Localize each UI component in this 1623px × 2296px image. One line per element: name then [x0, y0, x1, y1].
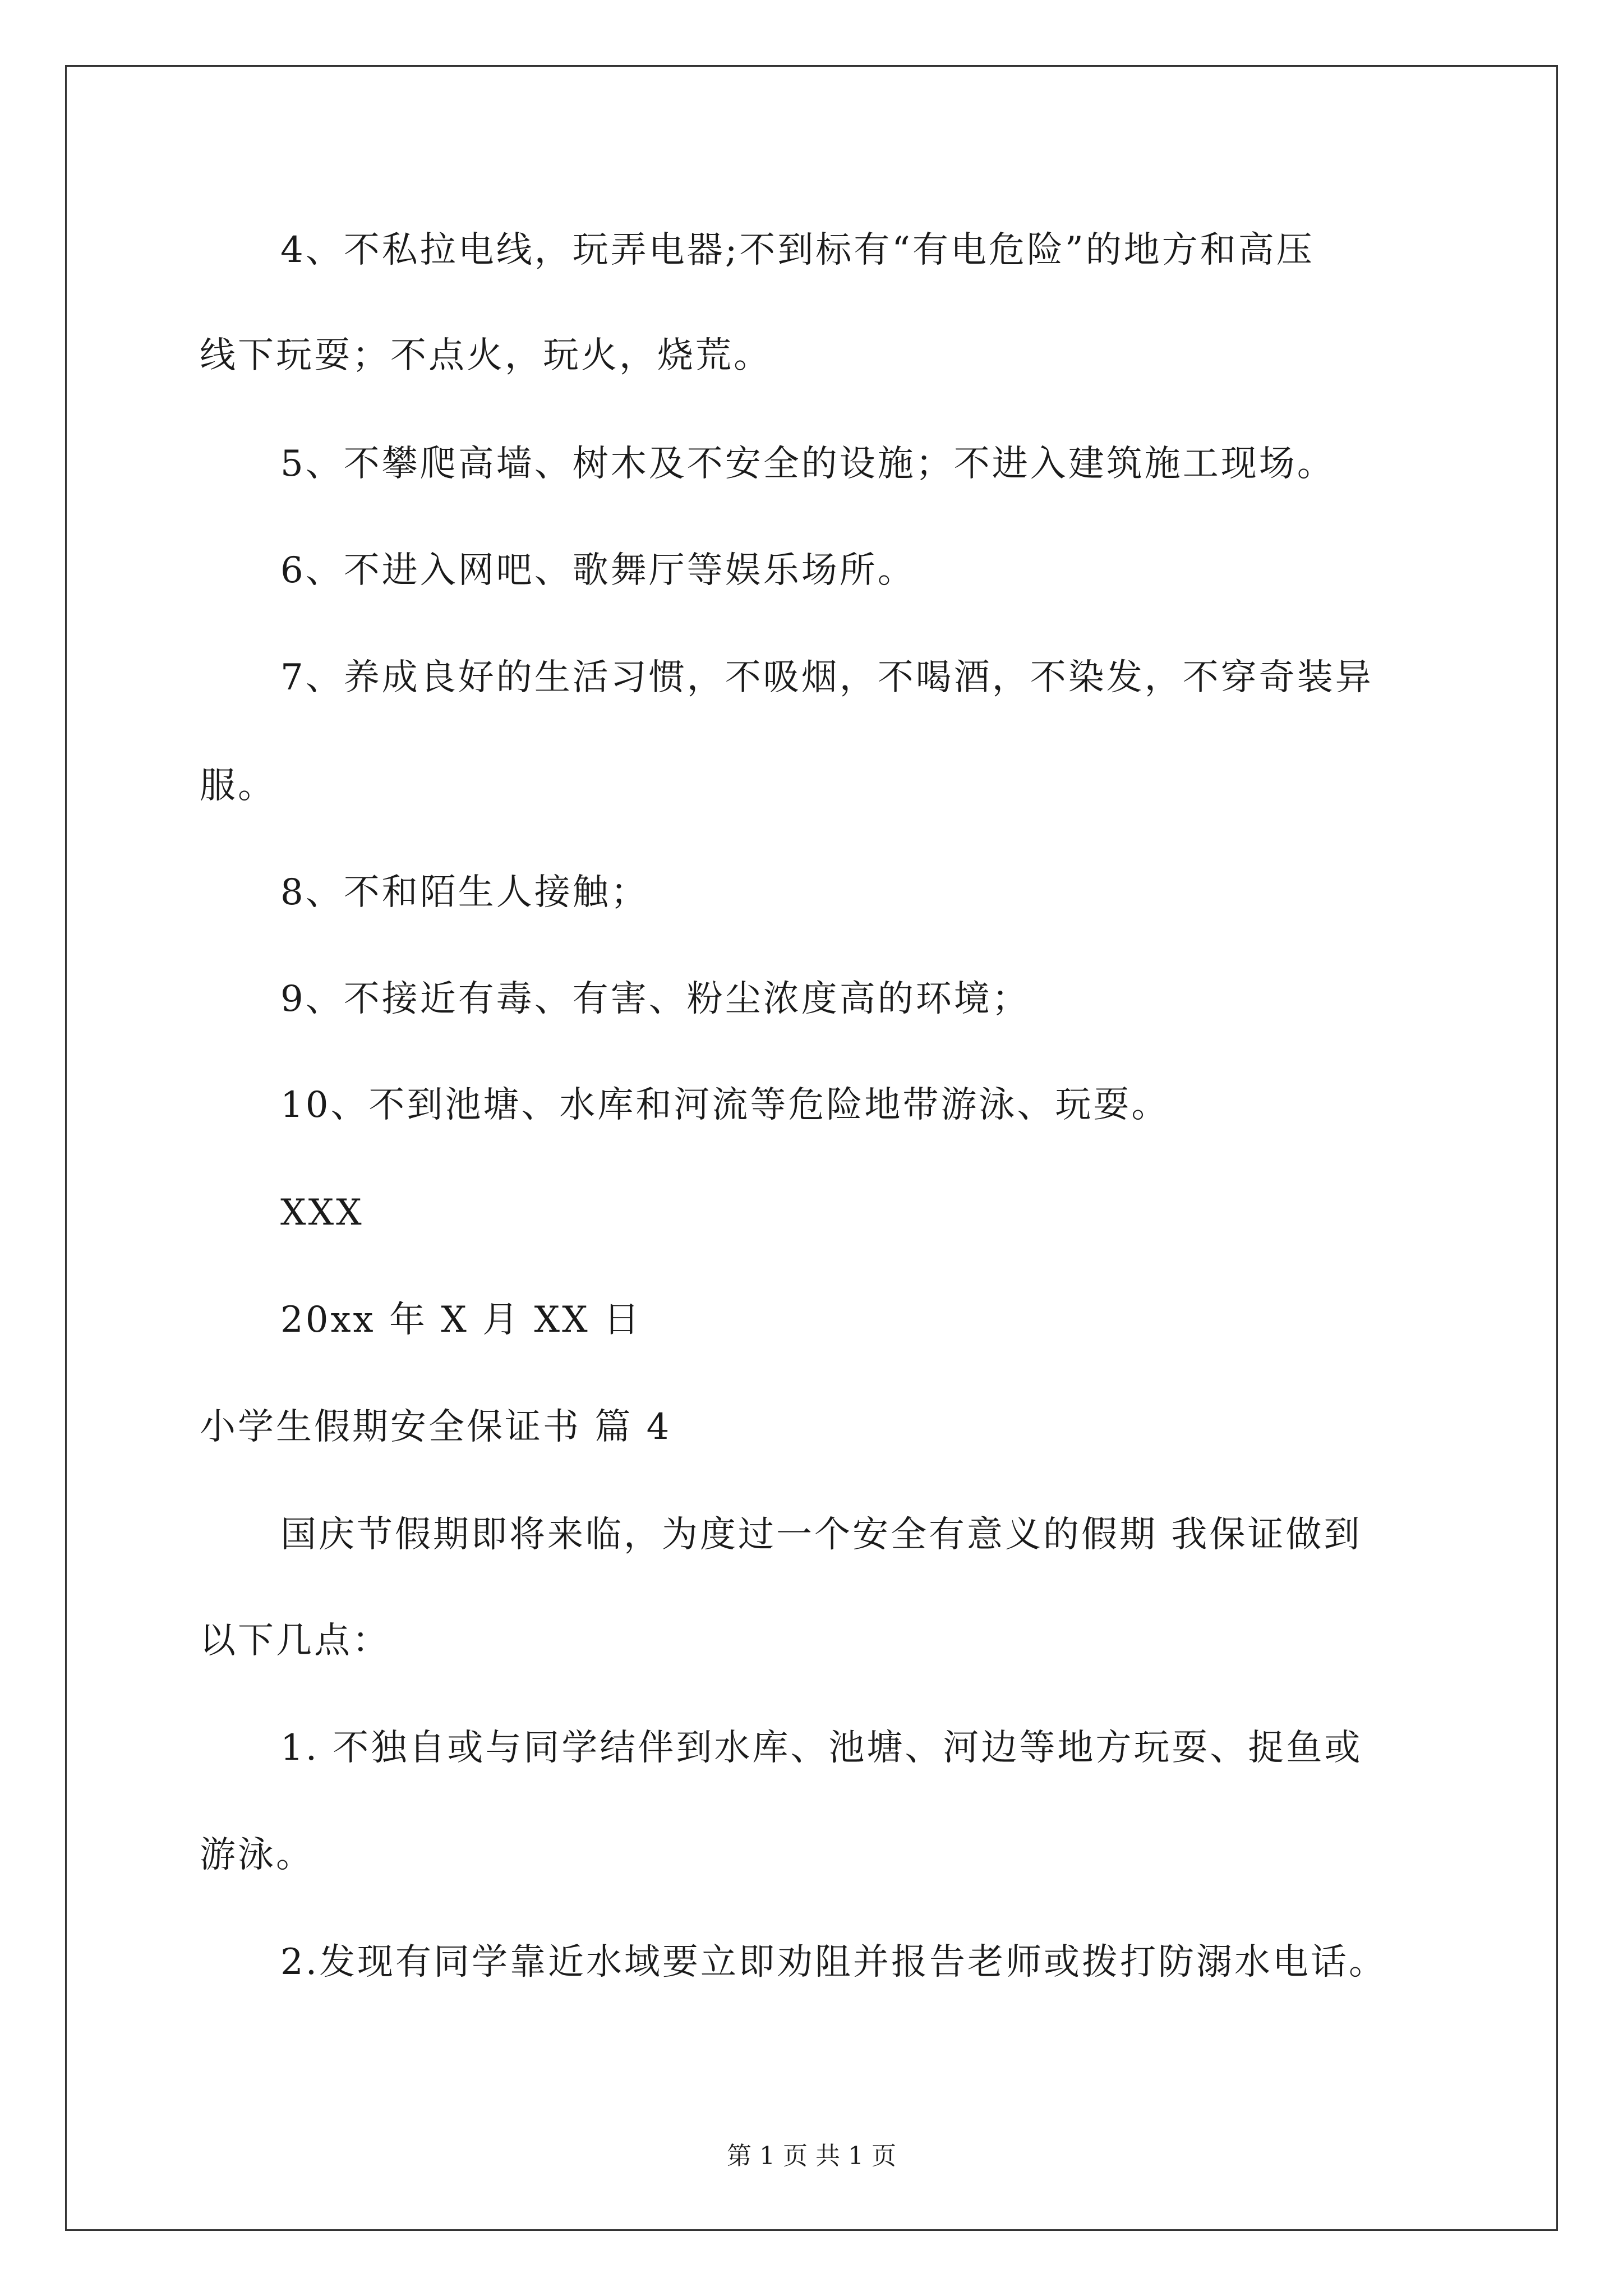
text-line-14: 以下几点：: [200, 1620, 390, 1662]
signature-name: XXX: [280, 1192, 364, 1234]
text-line-9: 10、不到池塘、水库和河流等危险地带游泳、玩耍。: [280, 1084, 1170, 1126]
text-line-8: 9、不接近有毒、有害、粉尘浓度高的环境；: [280, 978, 1030, 1020]
page-frame: [65, 65, 1558, 2231]
text-line-17: 2.发现有同学靠近水域要立即劝阻并报告老师或拨打防溺水电话。: [280, 1941, 1387, 1983]
text-line-16: 游泳。: [200, 1834, 314, 1876]
text-line-1: 4、不私拉电线，玩弄电器;不到标有“有电危险”的地方和高压: [280, 229, 1315, 271]
text-line-6: 服。: [200, 765, 276, 807]
text-line-7: 8、不和陌生人接触；: [280, 872, 649, 913]
text-line-15: 1. 不独自或与同学结伴到水库、池塘、河边等地方玩耍、捉鱼或: [280, 1727, 1363, 1769]
text-line-4: 6、不进入网吧、歌舞厅等娱乐场所。: [280, 550, 916, 591]
section-heading: 小学生假期安全保证书 篇 4: [200, 1406, 672, 1448]
text-line-5: 7、养成良好的生活习惯，不吸烟，不喝酒，不染发，不穿奇装异: [280, 657, 1373, 698]
text-line-2: 线下玩耍；不点火，玩火，烧荒。: [200, 335, 772, 376]
text-line-3: 5、不攀爬高墙、树木及不安全的设施；不进入建筑施工现场。: [280, 443, 1335, 485]
text-line-13: 国庆节假期即将来临，为度过一个安全有意义的假期 我保证做到: [280, 1514, 1362, 1556]
page-footer: 第 1 页 共 1 页: [727, 2142, 896, 2170]
signature-date: 20xx 年 X 月 XX 日: [280, 1299, 642, 1341]
